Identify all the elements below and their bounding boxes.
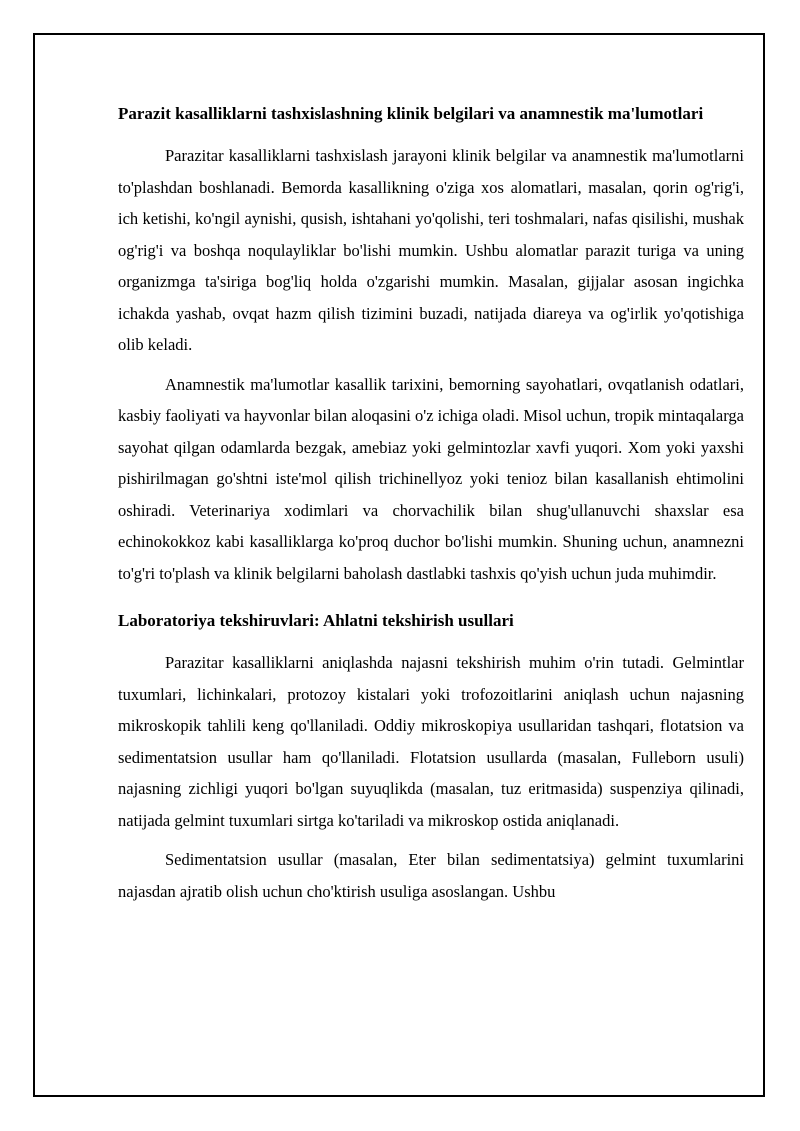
section-heading-clinical: Parazit kasalliklarni tashxislashning klinik belgilari va anamnestik ma'lumotlari bbox=[118, 104, 704, 123]
paragraph-clinical-signs: Parazitar kasalliklarni tashxislash jarayoni klinik belgilar va anamnestik ma'lumotlarni to'plashdan boshlanadi. Bemorda kasallikning o'ziga xos alomatlari, masalan, qorin og'rig'i, ich ketishi, ko'ngil aynishi, qusish, ishtahani yo'qolishi, teri toshmalari, nafas qisilishi, mushak og'rig'i va boshqa noqulayliklar bo'lishi mumkin. Ushbu alomatlar parazit turiga va uning organizmga ta'siriga bog'liq holda o'zgarishi mumkin. Masalan, gijjalar asosan ingichka ichakda yashab, ovqat hazm qilish tizimini buzadi, natijada diareya va og'irlik yo'qotishiga olib keladi. bbox=[118, 146, 744, 354]
paragraph-stool-exam: Parazitar kasalliklarni aniqlashda najasni tekshirish muhim o'rin tutadi. Gelmintlar tuxumlari, lichinkalari, protozoy kistalari yoki trofozoitlarini aniqlash uchun najasning mikroskopik tahlili keng qo'llaniladi. Oddiy mikroskopiya usullaridan tashqari, flotatsion va sedimentatsion usullar ham qo'llaniladi. Flotatsion usullarda (masalan, Fulleborn usuli) najasning zichligi yuqori bo'lgan suyuqlikda (masalan, tuz eritmasida) suspenziya qilinadi, natijada gelmint tuxumlari sirtga ko'tariladi va mikroskop ostida aniqlanadi. bbox=[118, 653, 744, 830]
section-heading-laboratory: Laboratoriya tekshiruvlari: Ahlatni tekshirish usullari bbox=[118, 611, 514, 630]
paragraph-sedimentation: Sedimentatsion usullar (masalan, Eter bilan sedimentatsiya) gelmint tuxumlarini najasdan ajratib olish uchun cho'ktirish usuliga asoslangan. Ushbu bbox=[118, 850, 744, 901]
page-frame bbox=[33, 33, 765, 1097]
paragraph-anamnesis: Anamnestik ma'lumotlar kasallik tarixini, bemorning sayohatlari, ovqatlanish odatlari, kasbiy faoliyati va hayvonlar bilan aloqasini o'z ichiga oladi. Misol uchun, tropik mintaqalarga sayohat qilgan odamlarda bezgak, amebiaz yoki gelmintozlar xavfi yuqori. Xom yoki yaxshi pishirilmagan go'shtni iste'mol qilish trichinellyoz yoki tenioz bilan kasallanish ehtimolini oshiradi. Veterinariya xodimlari va chorvachilik bilan shug'ullanuvchi shaxslar esa echinokokkoz kabi kasalliklarga ko'proq duchor bo'lishi mumkin. Shuning uchun, anamnezni to'g'ri to'plash va klinik belgilarni baholash dastlabki tashxis qo'yish uchun juda muhimdir. bbox=[118, 374, 744, 583]
document-body bbox=[118, 55, 744, 907]
